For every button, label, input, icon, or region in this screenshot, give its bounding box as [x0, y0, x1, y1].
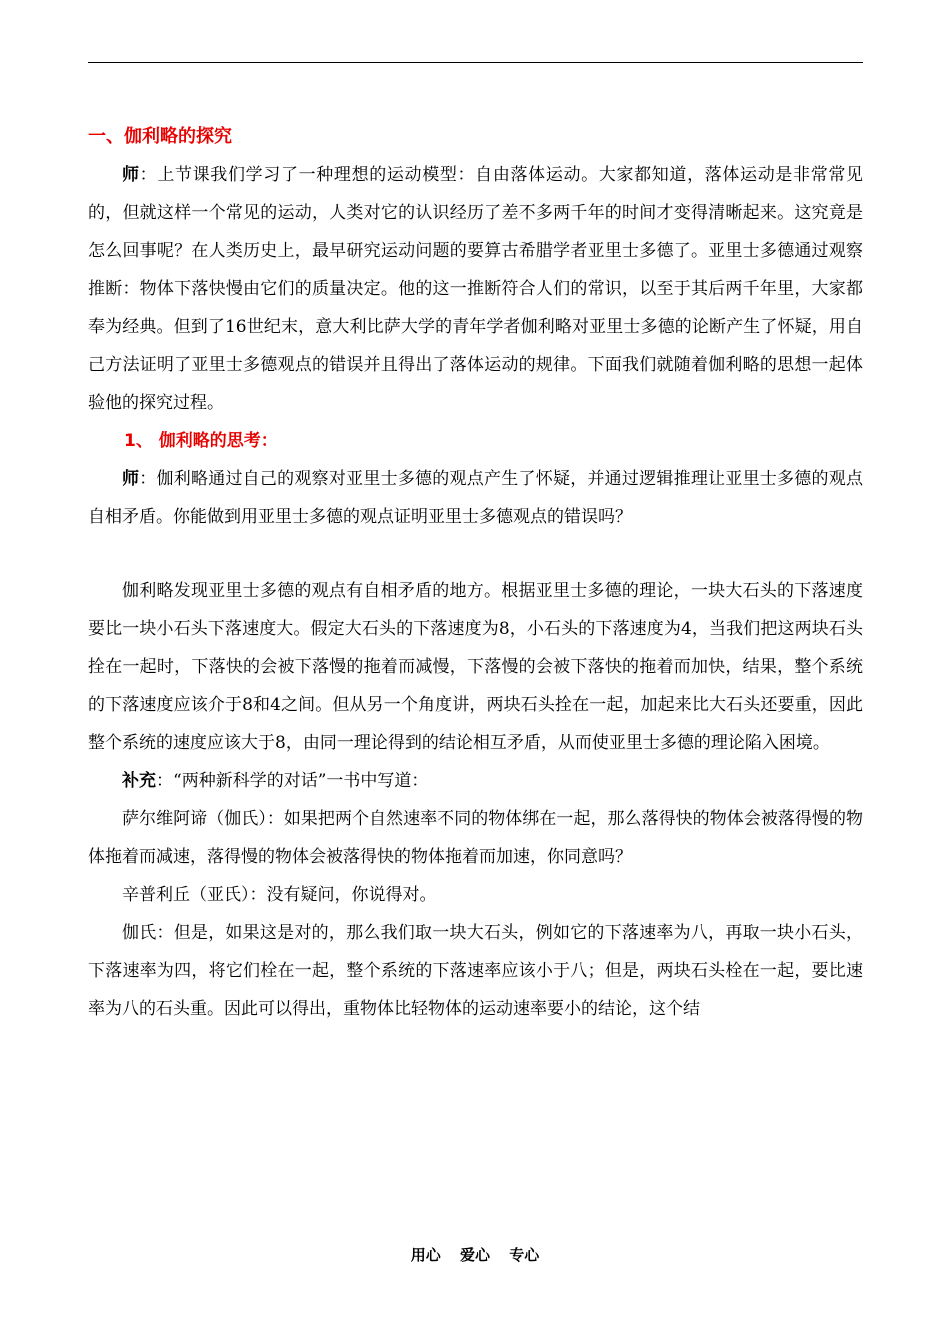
header-rule	[88, 62, 863, 63]
dialog-galileo: 伽氏：但是，如果这是对的，那么我们取一块大石头，例如它的下落速率为八，再取一块小石头，下落速率为四，将它们栓在一起，整个系统的下落速率应该小于八；但是，两块石头栓在一起，要比速率为八的石头重。因此可以得出，重物体比轻物体的运动速率要小的结论，这个结	[88, 923, 863, 1019]
section-heading: 一、伽利略的探究	[88, 126, 232, 147]
teacher-paragraph-1	[88, 156, 863, 422]
blank-gap	[88, 536, 863, 572]
document-body	[88, 118, 863, 1028]
page-footer: 用心 爱心 专心	[410, 1246, 540, 1264]
supplement-paragraph	[88, 762, 863, 800]
paragraph-text: ：伽利略通过自己的观察对亚里士多德的观点产生了怀疑，并通过逻辑推理让亚里士多德的观点自相矛盾。你能做到用亚里士多德的观点证明亚里士多德观点的错误吗？	[88, 469, 864, 527]
supplement-label: 补充	[122, 771, 156, 791]
teacher-paragraph-2	[88, 460, 863, 536]
paragraph-text: ：“两种新科学的对话”一书中写道：	[156, 771, 429, 791]
dialog-salviati: 萨尔维阿谛（伽氏）：如果把两个自然速率不同的物体绑在一起，那么落得快的物体会被落得慢的物体拖着而减速，落得慢的物体会被落得快的物体拖着而加速，你同意吗？	[88, 809, 863, 867]
explanation-paragraph: 伽利略发现亚里士多德的观点有自相矛盾的地方。根据亚里士多德的理论，一块大石头的下落速度要比一块小石头下落速度大。假定大石头的下落速度为8，小石头的下落速度为4，当我们把这两块石头拴在一起时，下落快的会被下落慢的拖着而减慢，下落慢的会被下落快的拖着而加快，结果，整个系统的下落速度应该介于8和4之间。但从另一个角度讲，两块石头拴在一起，加起来比大石头还要重，因此整个系统的速度应该大于8，由同一理论得到的结论相互矛盾，从而使亚里士多德的理论陷入困境。	[88, 581, 863, 753]
paragraph-text: ：上节课我们学习了一种理想的运动模型：自由落体运动。大家都知道，落体运动是非常常见的，但就这样一个常见的运动，人类对它的认识经历了差不多两千年的时间才变得清晰起来。这究竟是怎么回事呢？在人类历史上，最早研究运动问题的要算古希腊学者亚里士多德了。亚里士多德通过观察推断：物体下落快慢由它们的质量决定。他的这一推断符合人们的常识，以至于其后两千年里，大家都奉为经典。但到了16世纪末，意大利比萨大学的青年学者伽利略对亚里士多德的论断产生了怀疑，用自己方法证明了亚里士多德观点的错误并且得出了落体运动的规律。下面我们就随着伽利略的思想一起体验他的探究过程。	[88, 165, 864, 413]
subsection-heading: 1、 伽利略的思考：	[124, 431, 278, 451]
speaker-label: 师	[122, 469, 140, 489]
dialog-simplicio: 辛普利丘（亚氏）：没有疑问，你说得对。	[122, 885, 437, 905]
speaker-label: 师	[122, 165, 140, 185]
